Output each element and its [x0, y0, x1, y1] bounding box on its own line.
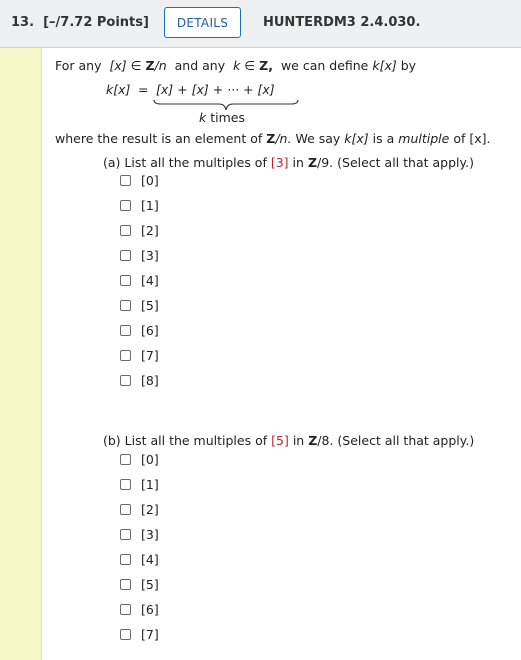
checkbox[interactable]: [120, 479, 131, 490]
checkbox[interactable]: [120, 629, 131, 640]
part-a-option[interactable]: [120, 172, 159, 188]
option-label: [6]: [141, 322, 159, 338]
part-a-option[interactable]: [120, 247, 159, 263]
checkbox[interactable]: [120, 350, 131, 361]
part-a-value: [3]: [270, 155, 289, 170]
option-label: [0]: [141, 172, 159, 188]
option-label: [7]: [141, 626, 159, 642]
checkbox[interactable]: [120, 604, 131, 615]
part-a-option[interactable]: [120, 297, 159, 313]
part-a-option[interactable]: [120, 222, 159, 238]
question-number: 13. [–/7.72 Points]: [11, 15, 149, 30]
definition-under-label: k times: [199, 110, 245, 125]
checkbox[interactable]: [120, 250, 131, 261]
part-b-prompt: (b) List all the multiples of [5] in Z/8. (Select all that apply.): [103, 433, 475, 448]
part-a-option[interactable]: [120, 197, 159, 213]
checkbox[interactable]: [120, 275, 131, 286]
option-label: [5]: [141, 297, 159, 313]
option-label: [2]: [141, 501, 159, 517]
definition-lhs: k[x]: [106, 82, 131, 97]
checkbox[interactable]: [120, 579, 131, 590]
part-b-value: [5]: [271, 433, 289, 448]
part-b-option[interactable]: [120, 576, 159, 592]
checkbox[interactable]: [120, 454, 131, 465]
question-body: [42, 48, 521, 660]
part-b-option[interactable]: [120, 526, 159, 542]
option-label: [3]: [141, 526, 159, 542]
answer-gutter: [0, 48, 42, 660]
option-label: [4]: [141, 272, 159, 288]
option-label: [1]: [141, 197, 159, 213]
checkbox[interactable]: [120, 554, 131, 565]
part-a-option[interactable]: [120, 322, 159, 338]
part-a-option[interactable]: [120, 347, 159, 363]
part-a-option[interactable]: [120, 372, 159, 388]
where-line: where the result is an element of Z/n. We say k[x] is a multiple of [x].: [55, 131, 491, 146]
checkbox[interactable]: [120, 175, 131, 186]
option-label: [6]: [141, 601, 159, 617]
option-label: [0]: [141, 451, 159, 467]
part-b-option[interactable]: [120, 601, 159, 617]
part-b-option[interactable]: [120, 476, 159, 492]
checkbox[interactable]: [120, 504, 131, 515]
part-b-option[interactable]: [120, 626, 159, 642]
checkbox[interactable]: [120, 300, 131, 311]
question-header: [0, 0, 521, 48]
checkbox[interactable]: [120, 200, 131, 211]
definition-rhs: [x] + [x] + ··· + [x]: [156, 82, 275, 97]
checkbox[interactable]: [120, 325, 131, 336]
points-label: [–/7.72 Points]: [43, 15, 149, 30]
checkbox[interactable]: [120, 529, 131, 540]
option-label: [8]: [141, 372, 159, 388]
option-label: [1]: [141, 476, 159, 492]
part-a-option[interactable]: [120, 272, 159, 288]
option-label: [2]: [141, 222, 159, 238]
details-button[interactable]: DETAILS: [164, 7, 241, 38]
option-label: [3]: [141, 247, 159, 263]
option-label: [4]: [141, 551, 159, 567]
part-b-option[interactable]: [120, 551, 159, 567]
question-code: HUNTERDM3 2.4.030.: [263, 15, 421, 30]
checkbox[interactable]: [120, 225, 131, 236]
option-label: [7]: [141, 347, 159, 363]
part-b-option[interactable]: [120, 451, 159, 467]
intro-line: For any [x] ∈ Z/n and any k ∈ Z, we can define k[x] by: [55, 58, 417, 73]
part-b-option[interactable]: [120, 501, 159, 517]
option-label: [5]: [141, 576, 159, 592]
checkbox[interactable]: [120, 375, 131, 386]
part-a-prompt: (a) List all the multiples of [3] in Z/9. (Select all that apply.): [103, 155, 474, 170]
definition-equals: =: [138, 82, 149, 97]
